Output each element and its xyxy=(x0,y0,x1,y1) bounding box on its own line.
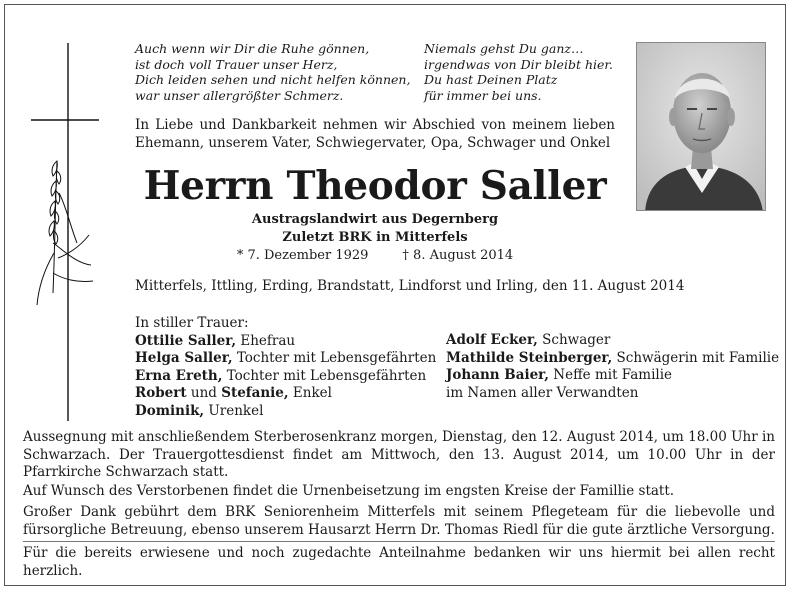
mourner-relation: Tochter mit Lebensgefährten xyxy=(222,367,427,384)
mourner-name: Stefanie, xyxy=(221,385,289,401)
closing-thanks: Für die bereits erwiesene und noch zugedachte Anteilnahme bedanken wir uns hiermit bei allen recht herzlich. xyxy=(23,545,775,579)
mourner-entry xyxy=(135,368,436,386)
poem-right xyxy=(424,41,613,103)
poem-left-line: war unser allergrößter Schmerz. xyxy=(135,87,344,103)
poem-right-line: irgendwas von Dir bleibt hier. xyxy=(424,56,613,72)
poem-left-line: Dich leiden sehen und nicht helfen können, xyxy=(135,72,411,87)
mourner-name: Robert xyxy=(135,385,187,401)
mourner-relation: Enkel xyxy=(288,385,332,401)
mourner-name: Helga Saller, xyxy=(135,350,233,366)
mourner-relation: Tochter mit Lebensgefährten xyxy=(232,350,437,366)
birth-date: * 7. Dezember 1929 xyxy=(236,248,369,263)
mourner-relation: Schwägerin mit Familie xyxy=(612,349,780,366)
mourner-relation: Schwager xyxy=(537,332,611,348)
places-and-date: Mitterfels, Ittling, Erding, Brandstatt, Lindforst und Irling, den 11. August 2014 xyxy=(135,278,685,294)
mourner-entry xyxy=(446,350,779,368)
mourner-connector: und xyxy=(186,385,222,401)
portrait-photo xyxy=(636,42,766,211)
service-info: Aussegnung mit anschließendem Sterberosenkranz morgen, Dienstag, den 12. August 2014, um 18.00 Uhr in Schwarzach. Der Trauergottesdienst findet am Mittwoch, den 13. August 2014, um 10.00 Uhr in der Pfarrkirche Schwarzach statt. xyxy=(23,429,775,480)
mourner-relation: Neffe mit Familie xyxy=(549,367,673,383)
occupation: Austragslandwirt aus Degernberg xyxy=(251,212,499,227)
mourner-relation: Urenkel xyxy=(204,402,264,419)
last-residence: Zuletzt BRK in Mitterfels xyxy=(282,230,468,245)
mourner-name: Dominik, xyxy=(135,402,205,419)
mourners-list-left xyxy=(135,315,436,420)
mourner-name: Adolf Ecker, xyxy=(446,332,538,348)
mourner-name: Mathilde Steinberger, xyxy=(446,349,613,366)
mourner-relation: Ehefrau xyxy=(236,332,296,349)
deceased-name: Herrn Theodor Saller xyxy=(143,163,607,209)
mourner-entry xyxy=(135,333,436,351)
mourner-entry xyxy=(446,332,779,350)
life-dates xyxy=(135,247,615,264)
thanks-text: Großer Dank gebührt dem BRK Seniorenheim Mitterfels mit seinem Pflegeteam für die liebevolle und fürsorgliche Betreuung, ebenso unserem Hausarzt Herrn Dr. Thomas Riedl für die gute ärztliche Versorgung. xyxy=(23,504,775,538)
mourner-entry xyxy=(135,385,436,403)
mourners-list-right xyxy=(446,332,779,402)
mourner-name: Johann Baier, xyxy=(446,367,549,383)
death-date: † 8. August 2014 xyxy=(402,248,514,263)
cross-with-wheat-icon xyxy=(31,43,101,423)
divider xyxy=(23,541,775,542)
intro-text: In Liebe und Dankbarkeit nehmen wir Abschied von meinem lieben Ehemann, unserem Vater, Schwiegervater, Opa, Schwager und Onkel xyxy=(135,117,615,151)
mourner-relation: im Namen aller Verwandten xyxy=(446,384,639,401)
poem-left-line: ist doch voll Trauer unser Herz, xyxy=(135,56,338,72)
mourner-entry xyxy=(446,385,779,403)
mourner-name: Ottilie Saller, xyxy=(135,332,237,349)
poem-right-line: Du hast Deinen Platz xyxy=(424,72,558,87)
mourner-entry xyxy=(135,350,436,368)
mourner-name: Erna Ereth, xyxy=(135,367,223,384)
poem-left xyxy=(135,41,410,103)
poem-right-line: für immer bei uns. xyxy=(424,87,542,103)
mourner-entry xyxy=(446,367,779,385)
poem-right-line: Niemals gehst Du ganz… xyxy=(424,41,584,56)
poem-left-line: Auch wenn wir Dir die Ruhe gönnen, xyxy=(135,41,370,56)
burial-info: Auf Wunsch des Verstorbenen findet die Urnenbeisetzung im engsten Kreise der Famillie statt. xyxy=(23,483,675,499)
mourners-heading: In stiller Trauer: xyxy=(135,315,249,331)
obituary-notice xyxy=(4,4,786,586)
mourner-entry xyxy=(135,403,436,421)
